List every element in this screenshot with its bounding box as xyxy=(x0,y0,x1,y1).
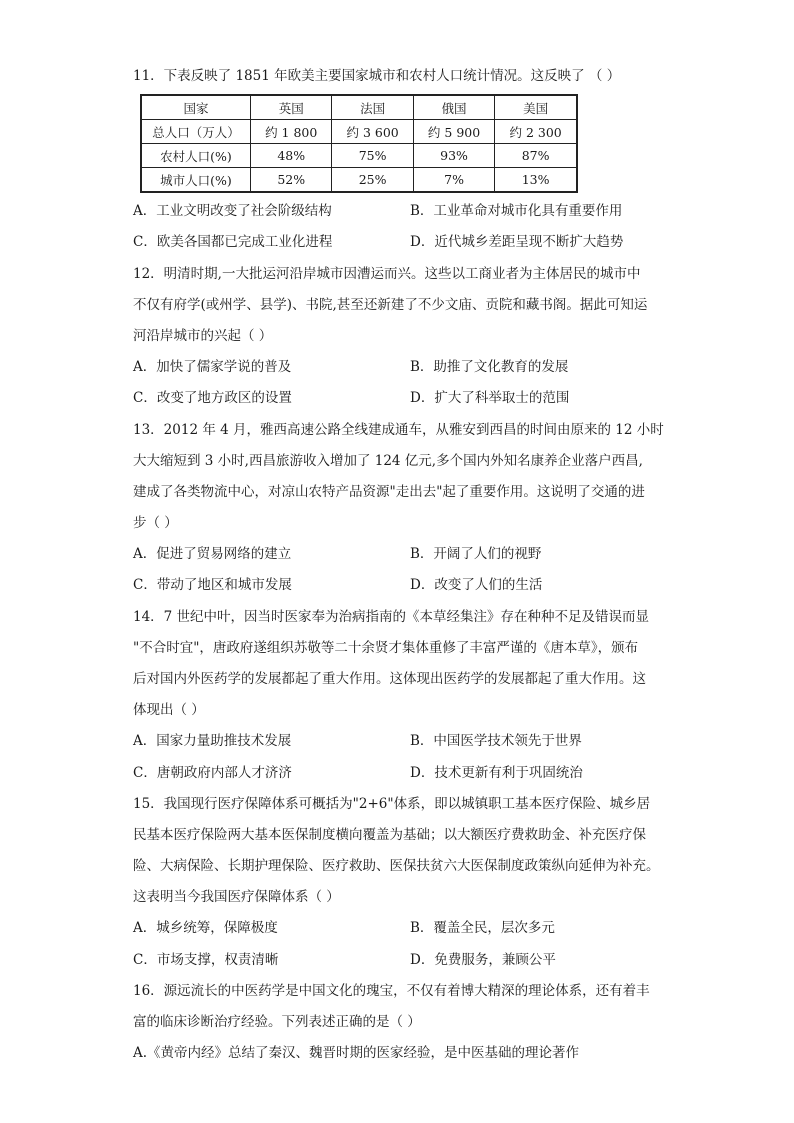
question-15-line: 民基本医疗保险两大基本医保制度横向覆盖为基础；以大额医疗费救助金、补充医疗保 xyxy=(133,827,646,843)
table-cell: 总人口（万人） xyxy=(141,120,251,144)
table-cell: 13% xyxy=(495,168,577,193)
q12-option-c[interactable]: C．改变了地方政区的设置 xyxy=(133,390,292,406)
table-header-cell: 国家 xyxy=(141,95,251,120)
q14-option-c[interactable]: C．唐朝政府内部人才济济 xyxy=(133,765,292,781)
q11-option-c[interactable]: C．欧美各国都已完成工业化进程 xyxy=(133,234,333,250)
question-14-line: "不合时宜"，唐政府遂组织苏敬等二十余贤才集体重修了丰富严谨的《唐本草》，颁布 xyxy=(133,640,639,656)
q11-option-b[interactable]: B．工业革命对城市化具有重要作用 xyxy=(410,203,623,219)
question-11-stem: 11．下表反映了 1851 年欧美主要国家城市和农村人口统计情况。这反映了 （ ） xyxy=(133,68,621,84)
table-cell: 75% xyxy=(332,144,413,168)
q13-option-c[interactable]: C．带动了地区和城市发展 xyxy=(133,577,292,593)
q11-option-a[interactable]: A．工业文明改变了社会阶级结构 xyxy=(133,203,332,219)
question-14-line: 14．7 世纪中叶，因当时医家奉为治病指南的《本草经集注》存在种种不足及错误而显 xyxy=(133,609,650,625)
question-13-line: 大大缩短到 3 小时,西昌旅游收入增加了 124 亿元,多个国内外知名康养企业落户西昌, xyxy=(133,453,643,469)
question-12-line: 不仅有府学(或州学、县学)、书院,甚至还新建了不少文庙、贡院和藏书阁。据此可知运 xyxy=(133,297,648,313)
table-cell: 52% xyxy=(251,168,332,193)
q15-option-c[interactable]: C．市场支撑，权责清晰 xyxy=(133,952,279,968)
question-12-line: 河沿岸城市的兴起（ ） xyxy=(133,328,273,344)
q12-option-d[interactable]: D．扩大了科举取士的范围 xyxy=(410,390,570,406)
table-header-row xyxy=(141,95,577,120)
table-header-cell: 美国 xyxy=(495,95,577,120)
question-12-line: 12．明清时期,一大批运河沿岸城市因漕运而兴。这些以工商业者为主体居民的城市中 xyxy=(133,266,641,282)
table-header-cell: 俄国 xyxy=(413,95,494,120)
q15-option-a[interactable]: A．城乡统筹，保障极度 xyxy=(133,920,278,936)
question-13-line: 13．2012 年 4 月，雅西高速公路全线建成通车，从雅安到西昌的时间由原来的 12 小时 xyxy=(133,422,664,438)
question-13-line: 建成了各类物流中心，对凉山农特产品资源"走出去"起了重要作用。这说明了交通的进 xyxy=(133,484,645,500)
q15-option-d[interactable]: D．免费服务，兼顾公平 xyxy=(410,952,556,968)
question-15-line: 险、大病保险、长期护理保险、医疗救助、医保扶贫六大医保制度政策纵向延伸为补充。 xyxy=(133,858,660,874)
table-cell: 87% xyxy=(495,144,577,168)
q13-option-a[interactable]: A．促进了贸易网络的建立 xyxy=(133,546,292,562)
table-row xyxy=(141,168,577,193)
q11-option-d[interactable]: D．近代城乡差距呈现不断扩大趋势 xyxy=(410,234,624,250)
question-14-line: 后对国内外医药学的发展都起了重大作用。这体现出医药学的发展都起了重大作用。这 xyxy=(133,671,646,687)
table-cell: 48% xyxy=(251,144,332,168)
table-cell: 93% xyxy=(413,144,494,168)
q12-option-a[interactable]: A．加快了儒家学说的普及 xyxy=(133,359,292,375)
question-15-line: 这表明当今我国医疗保障体系（ ） xyxy=(133,889,340,905)
q13-option-d[interactable]: D．改变了人们的生活 xyxy=(410,577,543,593)
table-row xyxy=(141,120,577,144)
q15-option-b[interactable]: B．覆盖全民，层次多元 xyxy=(410,920,555,936)
q13-option-b[interactable]: B．开阔了人们的视野 xyxy=(410,546,542,562)
question-16-line: 16．源远流长的中医药学是中国文化的瑰宝，不仅有着博大精深的理论体系，还有着丰 xyxy=(133,983,650,999)
table-cell: 25% xyxy=(332,168,413,193)
q16-option-a[interactable]: A.《黄帝内经》总结了秦汉、魏晋时期的医家经验，是中医基础的理论著作 xyxy=(133,1045,580,1061)
q14-option-b[interactable]: B．中国医学技术领先于世界 xyxy=(410,733,582,749)
question-16-line: 富的临床诊断治疗经验。下列表述正确的是（ ） xyxy=(133,1014,421,1030)
table-cell: 约 5 900 xyxy=(413,120,494,144)
table-cell: 7% xyxy=(413,168,494,193)
q14-option-d[interactable]: D．技术更新有利于巩固统治 xyxy=(410,765,583,781)
population-table xyxy=(140,94,578,193)
table-cell: 约 3 600 xyxy=(332,120,413,144)
table-cell: 农村人口(%) xyxy=(141,144,251,168)
table-cell: 约 1 800 xyxy=(251,120,332,144)
question-14-line: 体现出（ ） xyxy=(133,702,205,718)
question-13-line: 步（ ） xyxy=(133,515,178,531)
table-header-cell: 英国 xyxy=(251,95,332,120)
table-cell: 城市人口(%) xyxy=(141,168,251,193)
table-cell: 约 2 300 xyxy=(495,120,577,144)
q12-option-b[interactable]: B．助推了文化教育的发展 xyxy=(410,359,569,375)
table-header-cell: 法国 xyxy=(332,95,413,120)
q14-option-a[interactable]: A．国家力量助推技术发展 xyxy=(133,733,292,749)
question-15-line: 15．我国现行医疗保障体系可概括为"2+6"体系，即以城镇职工基本医疗保险、城乡居 xyxy=(133,796,651,812)
table-row xyxy=(141,144,577,168)
